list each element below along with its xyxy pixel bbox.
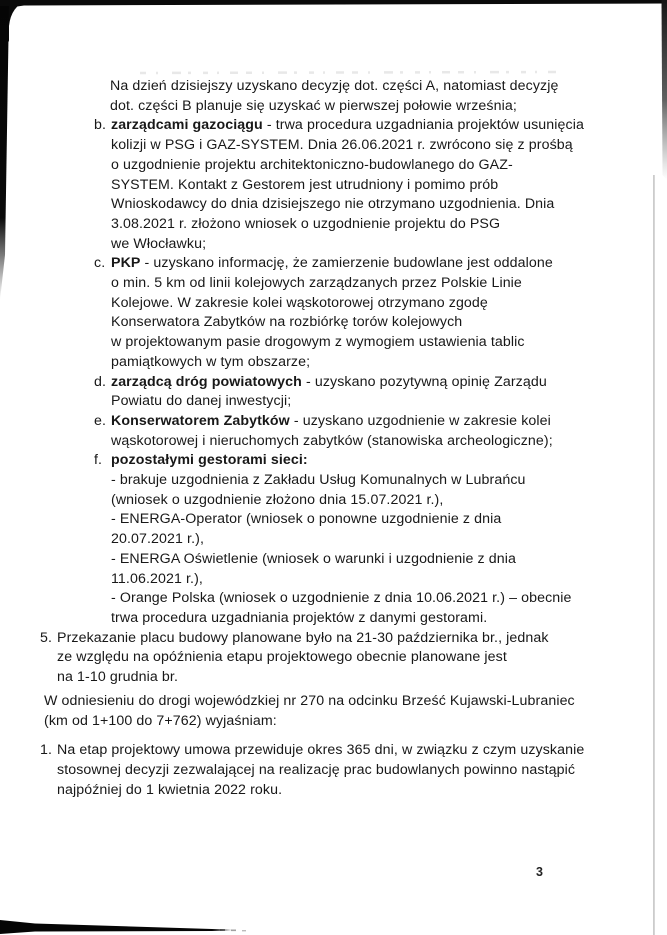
list-item-d (94, 373, 667, 412)
paragraph-item-a-continuation (110, 77, 667, 116)
text-line: o min. 5 km od linii kolejowych zarządzanych przez Polskie Linie (111, 275, 522, 292)
list-item-e (94, 412, 667, 451)
text-line: 3.08.2021 r. złożono wniosek o uzgodnienie projektu do PSG (111, 215, 501, 232)
top-left-corner-blob (0, 0, 28, 42)
list-marker-c: c. (94, 255, 106, 272)
wedge-speckle (231, 930, 236, 932)
text-line: w projektowanym pasie drogowym z wymogiem ustawienia tablic (111, 334, 525, 351)
text-line: kolizji w PSG i GAZ-SYSTEM. Dnia 26.06.2021 r. zwrócono się z prośbą (111, 137, 573, 154)
list-item-lead-line: zarządcą dróg powiatowych - uzyskano pozytywną opinię Zarządu (111, 373, 547, 390)
list-marker-1: 1. (40, 742, 53, 759)
text-line: o uzgodnienie projektu architektoniczno-budowlanego do GAZ- (111, 156, 513, 173)
list-item-5 (40, 629, 667, 688)
text-line: Wnioskodawcy do dnia dzisiejszego nie otrzymano uzgodnienia. Dnia (111, 196, 555, 213)
text-line: na 1-10 grudnia br. (57, 669, 179, 686)
text-line: SYSTEM. Kontakt z Gestorem jest utrudniony i pomimo prób (111, 176, 499, 193)
text-line: - Orange Polska (wniosek o uzgodnienie z dnia 10.06.2021 r.) – obecnie (111, 590, 572, 607)
list-item-lead-line: Konserwatorem Zabytków - uzyskano uzgodnienie w zakresie kolei (111, 412, 551, 429)
list-item-lead-line: PKP - uzyskano informację, że zamierzenie budowlane jest oddalone (111, 255, 553, 272)
text-line: Na dzień dzisiejszy uzyskano decyzję dot. części A, natomiast decyzję (110, 78, 559, 94)
text-line: Konserwatora Zabytków na rozbiórkę torów kolejowych (111, 314, 463, 331)
text-line: Powiatu do danej inwestycji; (111, 393, 292, 410)
list-item-c (94, 254, 667, 372)
list-item-f (94, 451, 667, 628)
text-line: (km od 1+100 do 7+762) wyjaśniam: (44, 712, 277, 729)
text-line: 20.07.2021 r.), (111, 531, 204, 548)
list-item-b (94, 116, 667, 254)
wedge-speckle (220, 929, 225, 931)
text-line: - ENERGA-Operator (wniosek o ponowne uzgodnienie z dnia (111, 511, 502, 528)
paragraph-w-odniesieniu (44, 692, 667, 731)
top-scan-bar (0, 0, 667, 9)
list-item-1 (40, 741, 667, 800)
text-line: (wniosek o uzgodnienie złożono dnia 15.07.2021 r.), (111, 491, 444, 508)
text-line: - brakuje uzgodnienia z Zakładu Usług Komunalnych w Lubrańcu (111, 472, 526, 489)
wedge-speckle (242, 930, 246, 931)
text-line: dot. części B planuje się uzyskać w pierwszej połowie września; (110, 97, 517, 114)
text-line: W odniesieniu do drogi wojewódzkiej nr 270 na odcinku Brześć Kujawski-Lubraniec (44, 692, 575, 709)
list-item-lead-line: pozostałymi gestorami sieci: (111, 452, 308, 469)
list-marker-e: e. (94, 412, 107, 429)
text-line: najpóźniej do 1 kwietnia 2022 roku. (57, 781, 283, 798)
text-line: stosownej decyzji zezwalającej na realizację prac budowlanych powinno nastąpić (57, 761, 576, 778)
document-content (0, 77, 667, 800)
text-line: - ENERGA Oświetlenie (wniosek o warunki i uzgodnienie z dnia (111, 550, 517, 567)
list-marker-f: f. (94, 452, 103, 469)
text-line: pamiątkowych w tym obszarze; (111, 353, 311, 370)
text-line: Przekazanie placu budowy planowane było na 21-30 października br., jednak (57, 629, 549, 646)
list-marker-d: d. (94, 373, 107, 390)
ghost-text-marks (140, 72, 560, 73)
page-number: 3 (536, 865, 543, 879)
text-line: we Włocławku; (111, 235, 207, 252)
text-line: wąskotorowej i nieruchomych zabytków (stanowiska archeologiczne); (111, 432, 553, 449)
text-line: ze względu na opóźnienia etapu projektowego obecnie planowane jest (57, 649, 507, 666)
text-line: trwa procedura uzgadniania projektów z danymi gestorami. (111, 609, 488, 626)
text-line: Kolejowe. W zakresie kolei wąskotorowej otrzymano zgodę (111, 294, 488, 311)
text-line: Na etap projektowy umowa przewiduje okres 365 dni, w związku z czym uzyskanie (57, 742, 585, 759)
list-marker-b: b. (94, 117, 107, 134)
list-marker-5: 5. (40, 629, 53, 646)
text-line: 11.06.2021 r.), (111, 570, 203, 587)
list-item-lead-line: zarządcami gazociągu - trwa procedura uzgadniania projektów usunięcia (111, 117, 584, 134)
bottom-scan-wedge (0, 920, 232, 934)
